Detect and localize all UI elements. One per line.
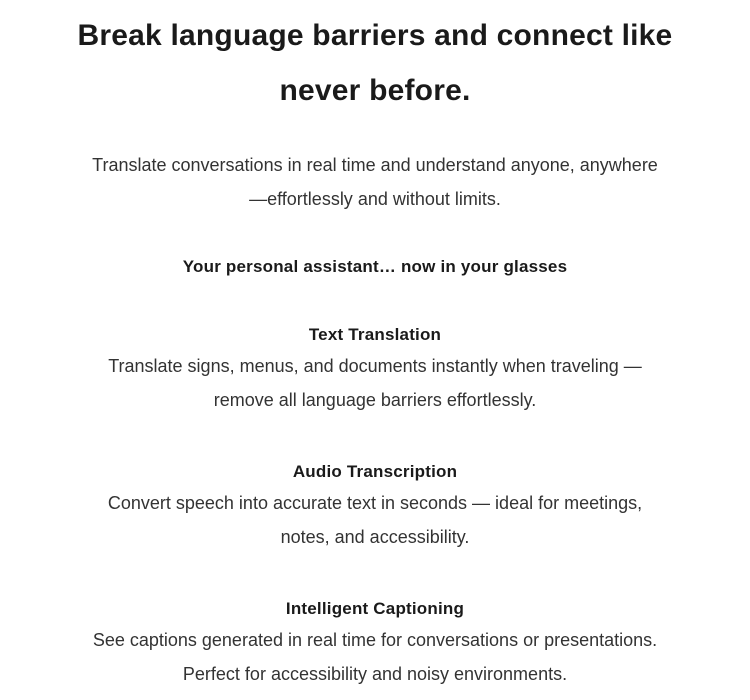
feature-text-translation bbox=[38, 321, 712, 417]
feature-description-line: Convert speech into accurate text in seconds — ideal for meetings, bbox=[107, 493, 643, 513]
feature-description bbox=[38, 623, 712, 691]
feature-description-line: Translate signs, menus, and documents instantly when traveling — bbox=[108, 356, 642, 376]
page-title-line: Break language barriers and connect like bbox=[77, 19, 673, 52]
feature-title: Intelligent Captioning bbox=[285, 599, 465, 618]
page-title bbox=[38, 8, 712, 118]
feature-description-line: notes, and accessibility. bbox=[280, 527, 470, 547]
page-title-line: never before. bbox=[279, 74, 471, 107]
feature-description-line: See captions generated in real time for conversations or presentations. bbox=[92, 630, 658, 650]
feature-description bbox=[38, 349, 712, 417]
feature-title: Audio Transcription bbox=[292, 462, 458, 481]
feature-description-line: Perfect for accessibility and noisy environments. bbox=[182, 664, 568, 684]
feature-description bbox=[38, 486, 712, 554]
feature-description-line: remove all language barriers effortlessly. bbox=[213, 390, 537, 410]
tagline-heading: Your personal assistant… now in your glasses bbox=[182, 257, 568, 276]
feature-audio-transcription bbox=[38, 458, 712, 554]
hero-subtitle-line: —effortlessly and without limits. bbox=[249, 189, 501, 209]
feature-title: Text Translation bbox=[308, 325, 442, 344]
hero-subtitle-line: Translate conversations in real time and understand anyone, anywhere bbox=[92, 155, 658, 175]
hero-subtitle bbox=[38, 148, 712, 216]
feature-intelligent-captioning bbox=[38, 595, 712, 691]
